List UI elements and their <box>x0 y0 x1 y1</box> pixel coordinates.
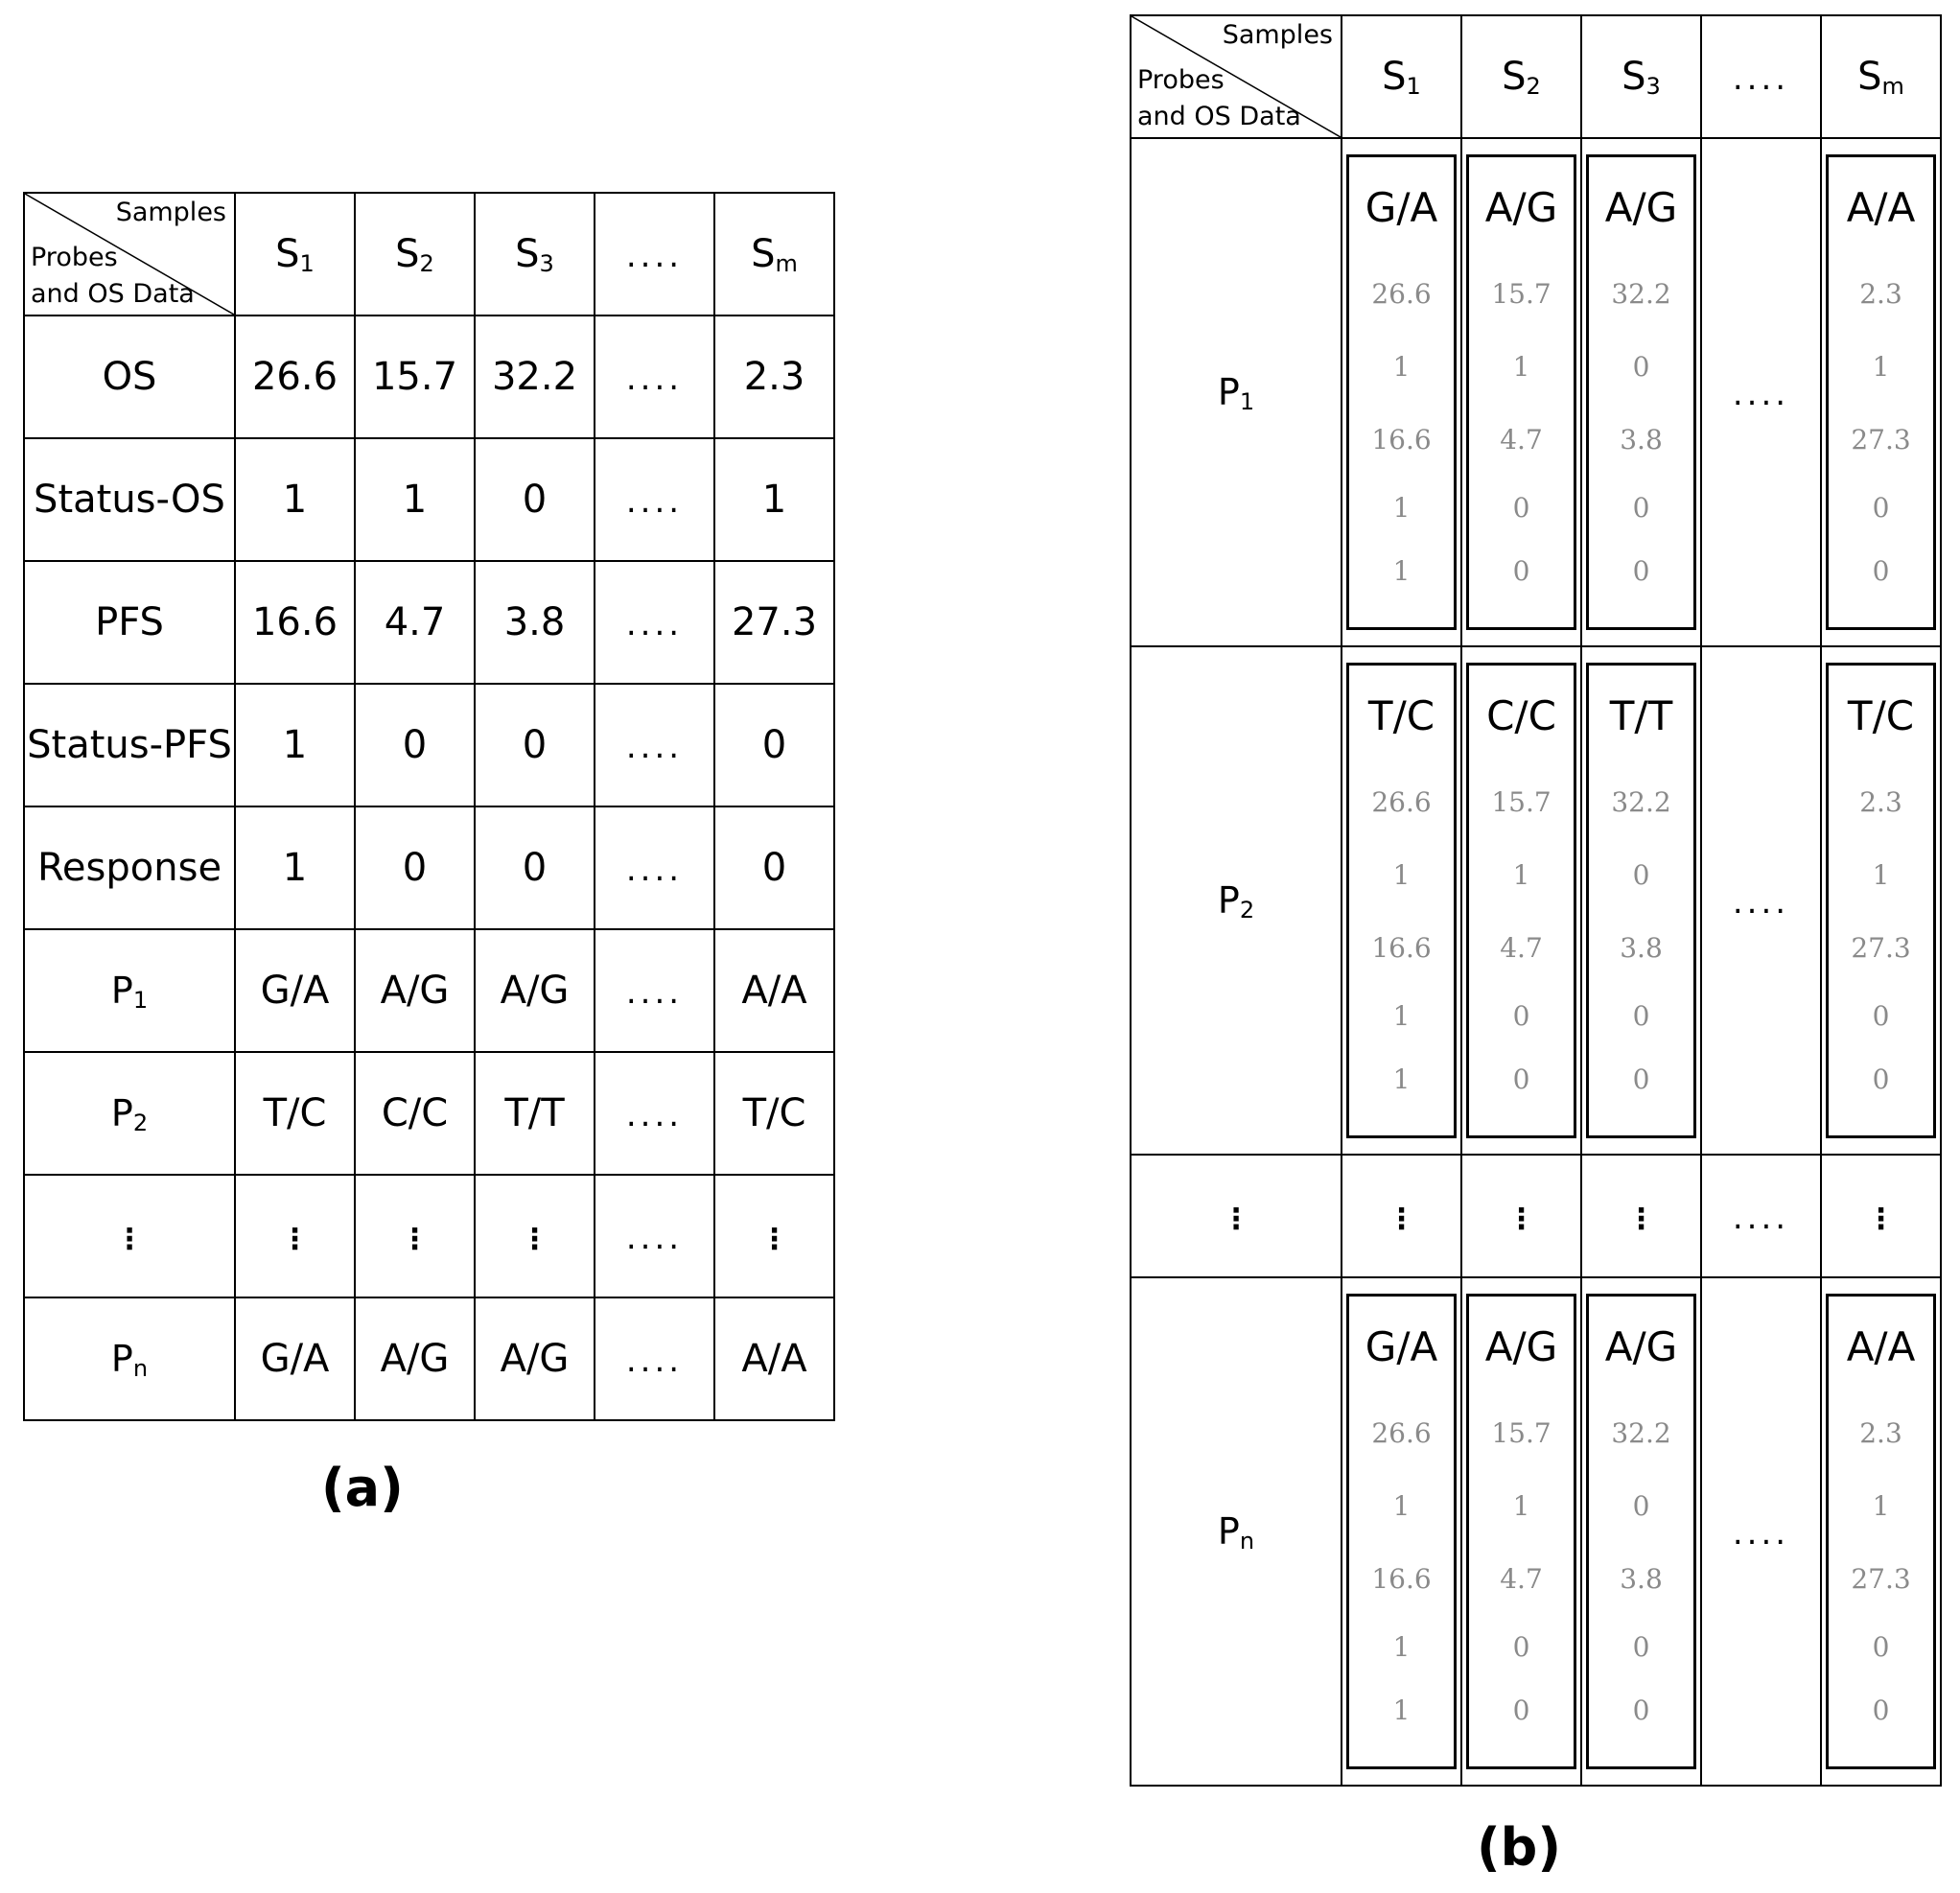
value-cell <box>714 1297 834 1420</box>
value-text: .... <box>625 973 684 1012</box>
value-text: ⋮ <box>280 1223 310 1256</box>
value-text: ⋮ <box>400 1223 430 1256</box>
sample-header: $S_3$ <box>1581 15 1701 138</box>
probe-label <box>24 1297 235 1420</box>
header-row <box>1131 15 1941 138</box>
value-cell <box>235 1052 355 1175</box>
os-data-value: 0 <box>1872 555 1890 587</box>
probe-label-text: P <box>1217 878 1240 922</box>
value-text: A/G <box>500 1337 570 1381</box>
sample-header-ellipsis: .... <box>595 193 714 316</box>
os-data-value: 1 <box>1392 1063 1411 1095</box>
sample-cell <box>1581 1277 1701 1786</box>
os-data-value: 0 <box>1872 1631 1890 1663</box>
value-cell <box>475 316 595 438</box>
value-text: .... <box>625 605 684 643</box>
sample-cell <box>1461 1277 1581 1786</box>
value-cell <box>355 1175 475 1297</box>
value-cell <box>475 438 595 561</box>
probe-label <box>1131 646 1342 1155</box>
ellipsis-text: .... <box>1732 375 1790 413</box>
os-data-value: 0 <box>1872 492 1890 524</box>
os-data-value: 2.3 <box>1859 1417 1902 1449</box>
value-cell <box>475 806 595 929</box>
probe-row <box>24 1297 834 1420</box>
ellipsis-cell <box>1701 138 1821 646</box>
value-text: 32.2 <box>491 355 578 399</box>
caption-b: (b) <box>1477 1817 1562 1878</box>
value-text: 0 <box>522 723 548 767</box>
os-data-value: 1 <box>1392 555 1411 587</box>
gap-text: ⋮ <box>1222 1203 1250 1236</box>
gap-cell <box>1821 1155 1941 1277</box>
genotype-text: T/T <box>1609 692 1673 739</box>
genotype-text: A/G <box>1604 184 1678 231</box>
sample-cell <box>1821 646 1941 1155</box>
gap-cell <box>1701 1155 1821 1277</box>
value-text: T/C <box>263 1091 327 1135</box>
sample-header: $S_1$ <box>235 193 355 316</box>
os-data-value: 4.7 <box>1500 932 1543 964</box>
value-cell <box>475 1052 595 1175</box>
value-cell <box>595 1052 714 1175</box>
header-row <box>24 193 834 316</box>
os-data-value: 3.8 <box>1620 424 1663 456</box>
value-text: 0 <box>761 846 787 890</box>
value-cell <box>595 684 714 806</box>
value-cell <box>595 1297 714 1420</box>
corner-cell <box>24 193 235 316</box>
os-data-value: 1 <box>1392 351 1411 383</box>
probe-row <box>24 929 834 1052</box>
data-row <box>24 806 834 929</box>
os-data-value: 27.3 <box>1851 1563 1911 1595</box>
sample-box <box>1826 154 1936 630</box>
os-data-value: 0 <box>1632 1631 1650 1663</box>
gap-text: .... <box>1732 1199 1790 1237</box>
value-cell <box>355 806 475 929</box>
os-data-value: 0 <box>1632 351 1650 383</box>
value-cell <box>475 561 595 684</box>
corner-samples-label: Samples <box>1222 20 1333 50</box>
value-text: T/C <box>742 1091 806 1135</box>
value-text: 0 <box>761 723 787 767</box>
os-data-value: 1 <box>1392 492 1411 524</box>
row-label: Response <box>24 806 235 929</box>
value-cell <box>714 929 834 1052</box>
os-data-value: 0 <box>1872 1063 1890 1095</box>
probe-label-sub: 2 <box>1239 896 1255 923</box>
gap-cell <box>1131 1155 1342 1277</box>
table-b <box>1130 14 1942 1787</box>
os-data-value: 0 <box>1512 1063 1530 1095</box>
genotype-text: A/G <box>1484 184 1558 231</box>
value-text: .... <box>625 1219 684 1257</box>
value-cell <box>355 1297 475 1420</box>
os-data-value: 1 <box>1872 859 1890 891</box>
os-data-value: 1 <box>1392 1694 1411 1726</box>
gap-cell <box>1342 1155 1461 1277</box>
probe-row <box>24 1052 834 1175</box>
os-data-value: 1 <box>1872 351 1890 383</box>
value-cell <box>475 929 595 1052</box>
value-cell <box>595 438 714 561</box>
value-cell <box>235 561 355 684</box>
os-data-value: 0 <box>1872 1694 1890 1726</box>
genotype-text: G/A <box>1365 1323 1438 1370</box>
value-cell <box>714 438 834 561</box>
os-data-value: 3.8 <box>1620 1563 1663 1595</box>
value-cell <box>355 561 475 684</box>
sample-box <box>1346 154 1457 630</box>
sample-box <box>1346 1294 1457 1769</box>
value-text: .... <box>625 1096 684 1134</box>
value-text: T/T <box>504 1091 565 1135</box>
table-a <box>23 192 835 1421</box>
gap-cell <box>1581 1155 1701 1277</box>
value-text: .... <box>625 360 684 398</box>
genotype-text: T/C <box>1367 692 1435 739</box>
value-text: G/A <box>260 969 330 1013</box>
sample-header-ellipsis: .... <box>1701 15 1821 138</box>
sample-box <box>1346 663 1457 1138</box>
sample-header: $S_3$ <box>475 193 595 316</box>
gap-text: ⋮ <box>1387 1203 1416 1236</box>
value-text: ⋮ <box>759 1223 789 1256</box>
genotype-text: G/A <box>1365 184 1438 231</box>
os-data-value: 27.3 <box>1851 424 1911 456</box>
sample-cell <box>1821 1277 1941 1786</box>
os-data-value: 32.2 <box>1611 786 1671 818</box>
gap-text: ⋮ <box>1506 1203 1536 1236</box>
sample-cell <box>1821 138 1941 646</box>
gap-text: ⋮ <box>1866 1203 1896 1236</box>
value-text: 27.3 <box>731 600 818 644</box>
row-label: PFS <box>24 561 235 684</box>
value-cell <box>475 1175 595 1297</box>
sample-box <box>1466 1294 1576 1769</box>
sample-box <box>1826 1294 1936 1769</box>
value-cell <box>475 684 595 806</box>
probe-label <box>1131 138 1342 646</box>
os-data-value: 0 <box>1512 492 1530 524</box>
value-cell <box>355 438 475 561</box>
value-text: G/A <box>260 1337 330 1381</box>
corner-probes-label: Probes and OS Data <box>31 243 195 309</box>
sample-box <box>1586 663 1696 1138</box>
probe-label <box>1131 1277 1342 1786</box>
value-cell <box>355 929 475 1052</box>
value-text: 4.7 <box>384 600 446 644</box>
ellipsis-text: .... <box>1732 883 1790 922</box>
sample-box <box>1826 663 1936 1138</box>
value-cell <box>595 561 714 684</box>
os-data-value: 2.3 <box>1859 786 1902 818</box>
value-cell <box>595 929 714 1052</box>
os-data-value: 27.3 <box>1851 932 1911 964</box>
value-text: 3.8 <box>503 600 566 644</box>
sample-header: $S_m$ <box>1821 15 1941 138</box>
value-cell <box>235 1297 355 1420</box>
value-cell <box>714 561 834 684</box>
value-text: 0 <box>522 478 548 522</box>
value-text: 2.3 <box>743 355 805 399</box>
probe-label-sub: 1 <box>1239 387 1255 415</box>
os-data-value: 2.3 <box>1859 278 1902 310</box>
value-cell <box>235 684 355 806</box>
genotype-text: A/G <box>1484 1323 1558 1370</box>
os-data-value: 1 <box>1512 351 1530 383</box>
gap-text: ⋮ <box>1626 1203 1656 1236</box>
os-data-value: 0 <box>1512 1694 1530 1726</box>
sample-cell <box>1461 646 1581 1155</box>
os-data-value: 0 <box>1632 1000 1650 1032</box>
os-data-value: 32.2 <box>1611 1417 1671 1449</box>
os-data-value: 16.6 <box>1371 1563 1432 1595</box>
value-cell <box>475 1297 595 1420</box>
os-data-value: 1 <box>1512 1490 1530 1522</box>
value-text: 1 <box>761 478 787 522</box>
value-text: .... <box>625 728 684 766</box>
value-text: 16.6 <box>251 600 338 644</box>
sample-header: $S_2$ <box>355 193 475 316</box>
corner-samples-label: Samples <box>115 198 226 227</box>
corner-cell <box>1131 15 1342 138</box>
os-data-value: 15.7 <box>1491 278 1552 310</box>
row-label: Status-OS <box>24 438 235 561</box>
row-label: OS <box>24 316 235 438</box>
data-row <box>24 684 834 806</box>
sample-box <box>1466 154 1576 630</box>
probe-label-sub: n <box>132 1354 149 1382</box>
probe-label <box>24 1052 235 1175</box>
value-text: 1 <box>282 723 308 767</box>
value-text: 1 <box>282 478 308 522</box>
sample-cell <box>1581 646 1701 1155</box>
value-text: .... <box>625 482 684 521</box>
value-text: ⋮ <box>520 1223 549 1256</box>
value-cell <box>355 684 475 806</box>
sample-cell <box>1342 1277 1461 1786</box>
value-cell <box>595 806 714 929</box>
genotype-text: A/A <box>1846 1323 1916 1370</box>
sample-box <box>1586 1294 1696 1769</box>
sample-cell <box>1342 646 1461 1155</box>
value-cell <box>235 806 355 929</box>
sample-box <box>1466 663 1576 1138</box>
probe-row <box>24 1175 834 1297</box>
value-text: C/C <box>381 1091 449 1135</box>
sample-header: $S_2$ <box>1461 15 1581 138</box>
os-data-value: 0 <box>1632 859 1650 891</box>
probe-label <box>24 1175 235 1297</box>
data-row <box>24 438 834 561</box>
probe-label-text: P <box>110 1337 133 1380</box>
genotype-text: A/G <box>1604 1323 1678 1370</box>
value-text: A/G <box>500 969 570 1013</box>
probe-label-text: P <box>1217 1509 1240 1553</box>
sample-cell <box>1342 138 1461 646</box>
sample-cell <box>1581 138 1701 646</box>
row-label: Status-PFS <box>24 684 235 806</box>
ellipsis-cell <box>1701 646 1821 1155</box>
value-text: .... <box>625 1342 684 1380</box>
value-text: 1 <box>282 846 308 890</box>
os-data-value: 26.6 <box>1371 786 1432 818</box>
os-data-value: 16.6 <box>1371 932 1432 964</box>
probe-label-text: P <box>110 1091 133 1134</box>
os-data-value: 0 <box>1512 1631 1530 1663</box>
value-cell <box>235 316 355 438</box>
sample-header: $S_m$ <box>714 193 834 316</box>
value-cell <box>714 684 834 806</box>
ellipsis-cell <box>1701 1277 1821 1786</box>
genotype-text: C/C <box>1486 692 1556 739</box>
gap-row <box>1131 1155 1941 1277</box>
os-data-value: 1 <box>1392 1490 1411 1522</box>
data-row <box>24 561 834 684</box>
value-text: .... <box>625 851 684 889</box>
gap-cell <box>1461 1155 1581 1277</box>
ellipsis-text: .... <box>1732 1514 1790 1553</box>
probe-label-sub: n <box>1239 1527 1255 1554</box>
value-cell <box>355 316 475 438</box>
os-data-value: 4.7 <box>1500 424 1543 456</box>
os-data-value: 32.2 <box>1611 278 1671 310</box>
value-text: A/A <box>741 1337 807 1381</box>
value-cell <box>595 316 714 438</box>
probe-label <box>24 929 235 1052</box>
os-data-value: 3.8 <box>1620 932 1663 964</box>
probe-label-sub: 1 <box>132 986 149 1014</box>
os-data-value: 0 <box>1872 1000 1890 1032</box>
os-data-value: 1 <box>1392 1000 1411 1032</box>
os-data-value: 0 <box>1632 555 1650 587</box>
probe-label-text: P <box>1217 370 1240 413</box>
value-text: 15.7 <box>371 355 458 399</box>
value-cell <box>235 1175 355 1297</box>
sample-box <box>1586 154 1696 630</box>
os-data-value: 1 <box>1392 859 1411 891</box>
os-data-value: 15.7 <box>1491 786 1552 818</box>
value-text: A/G <box>380 969 450 1013</box>
value-text: 1 <box>402 478 428 522</box>
sample-cell <box>1461 138 1581 646</box>
os-data-value: 1 <box>1872 1490 1890 1522</box>
value-cell <box>714 1175 834 1297</box>
os-data-value: 26.6 <box>1371 278 1432 310</box>
data-row <box>24 316 834 438</box>
probe-row <box>1131 646 1941 1155</box>
os-data-value: 0 <box>1512 1000 1530 1032</box>
caption-a: (a) <box>321 1458 404 1518</box>
genotype-text: T/C <box>1847 692 1915 739</box>
value-cell <box>714 316 834 438</box>
os-data-value: 1 <box>1392 1631 1411 1663</box>
probe-label-text: P <box>110 969 133 1012</box>
value-text: 0 <box>522 846 548 890</box>
value-text: 0 <box>402 723 428 767</box>
os-data-value: 0 <box>1632 492 1650 524</box>
os-data-value: 0 <box>1632 1694 1650 1726</box>
value-cell <box>235 929 355 1052</box>
value-cell <box>235 438 355 561</box>
os-data-value: 0 <box>1632 1490 1650 1522</box>
value-text: A/A <box>741 969 807 1013</box>
probe-label-text: ⋮ <box>115 1223 144 1256</box>
value-cell <box>714 1052 834 1175</box>
os-data-value: 4.7 <box>1500 1563 1543 1595</box>
probe-row <box>1131 138 1941 646</box>
os-data-value: 16.6 <box>1371 424 1432 456</box>
os-data-value: 26.6 <box>1371 1417 1432 1449</box>
os-data-value: 0 <box>1512 555 1530 587</box>
os-data-value: 0 <box>1632 1063 1650 1095</box>
os-data-value: 1 <box>1512 859 1530 891</box>
os-data-value: 15.7 <box>1491 1417 1552 1449</box>
value-text: 26.6 <box>251 355 338 399</box>
corner-probes-label: Probes and OS Data <box>1137 65 1301 131</box>
genotype-text: A/A <box>1846 184 1916 231</box>
value-cell <box>714 806 834 929</box>
value-text: 0 <box>402 846 428 890</box>
value-text: A/G <box>380 1337 450 1381</box>
probe-row <box>1131 1277 1941 1786</box>
value-cell <box>595 1175 714 1297</box>
sample-header: $S_1$ <box>1342 15 1461 138</box>
value-cell <box>355 1052 475 1175</box>
probe-label-sub: 2 <box>132 1109 149 1136</box>
